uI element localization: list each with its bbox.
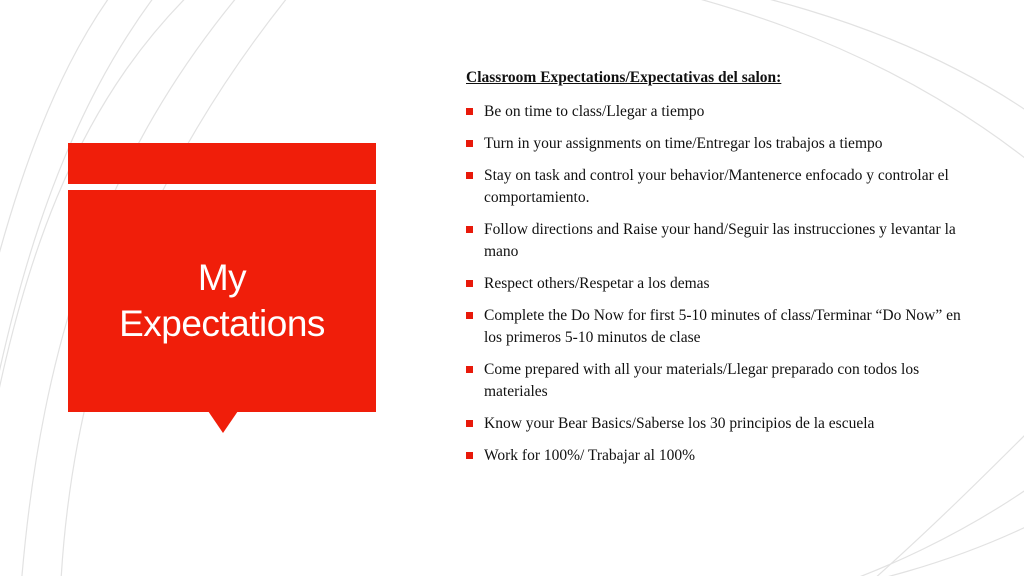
bullet-square-icon xyxy=(466,172,473,179)
bullet-square-icon xyxy=(466,420,473,427)
bullet-square-icon xyxy=(466,312,473,319)
list-item xyxy=(466,101,966,123)
list-item xyxy=(466,273,966,295)
list-item xyxy=(466,133,966,155)
list-item-text: Work for 100%/ Trabajar al 100% xyxy=(484,447,695,464)
list-item-text: Know your Bear Basics/Saberse los 30 principios de la escuela xyxy=(484,415,875,432)
list-item-text: Come prepared with all your materials/Llegar preparado con todos los materiales xyxy=(484,361,920,400)
list-item xyxy=(466,305,966,349)
expectations-list xyxy=(466,101,966,467)
list-item-text: Follow directions and Raise your hand/Seguir las instrucciones y levantar la mano xyxy=(484,221,956,260)
list-item-text: Turn in your assignments on time/Entregar los trabajos a tiempo xyxy=(484,135,883,152)
list-item-text: Respect others/Respetar a los demas xyxy=(484,275,710,292)
list-item xyxy=(466,413,966,435)
bullet-square-icon xyxy=(466,226,473,233)
list-item xyxy=(466,165,966,209)
list-item-text: Complete the Do Now for first 5-10 minutes of class/Terminar “Do Now” en los primeros 5-10 minutos de clase xyxy=(484,307,961,346)
bullet-square-icon xyxy=(466,280,473,287)
title-box xyxy=(68,190,376,412)
list-item xyxy=(466,219,966,263)
bullet-square-icon xyxy=(466,366,473,373)
list-item-text: Stay on task and control your behavior/Mantenerce enfocado y controlar el comportamiento. xyxy=(484,167,949,206)
slide-title: My Expectations xyxy=(119,257,325,344)
list-item-text: Be on time to class/Llegar a tiempo xyxy=(484,103,705,120)
bullet-square-icon xyxy=(466,140,473,147)
title-box-pointer xyxy=(208,411,238,433)
list-item xyxy=(466,359,966,403)
bullet-square-icon xyxy=(466,108,473,115)
bullet-square-icon xyxy=(466,452,473,459)
content-area xyxy=(466,68,966,477)
content-heading: Classroom Expectations/Expectativas del salon: xyxy=(466,69,782,86)
title-accent-bar xyxy=(68,143,376,184)
list-item xyxy=(466,445,966,467)
